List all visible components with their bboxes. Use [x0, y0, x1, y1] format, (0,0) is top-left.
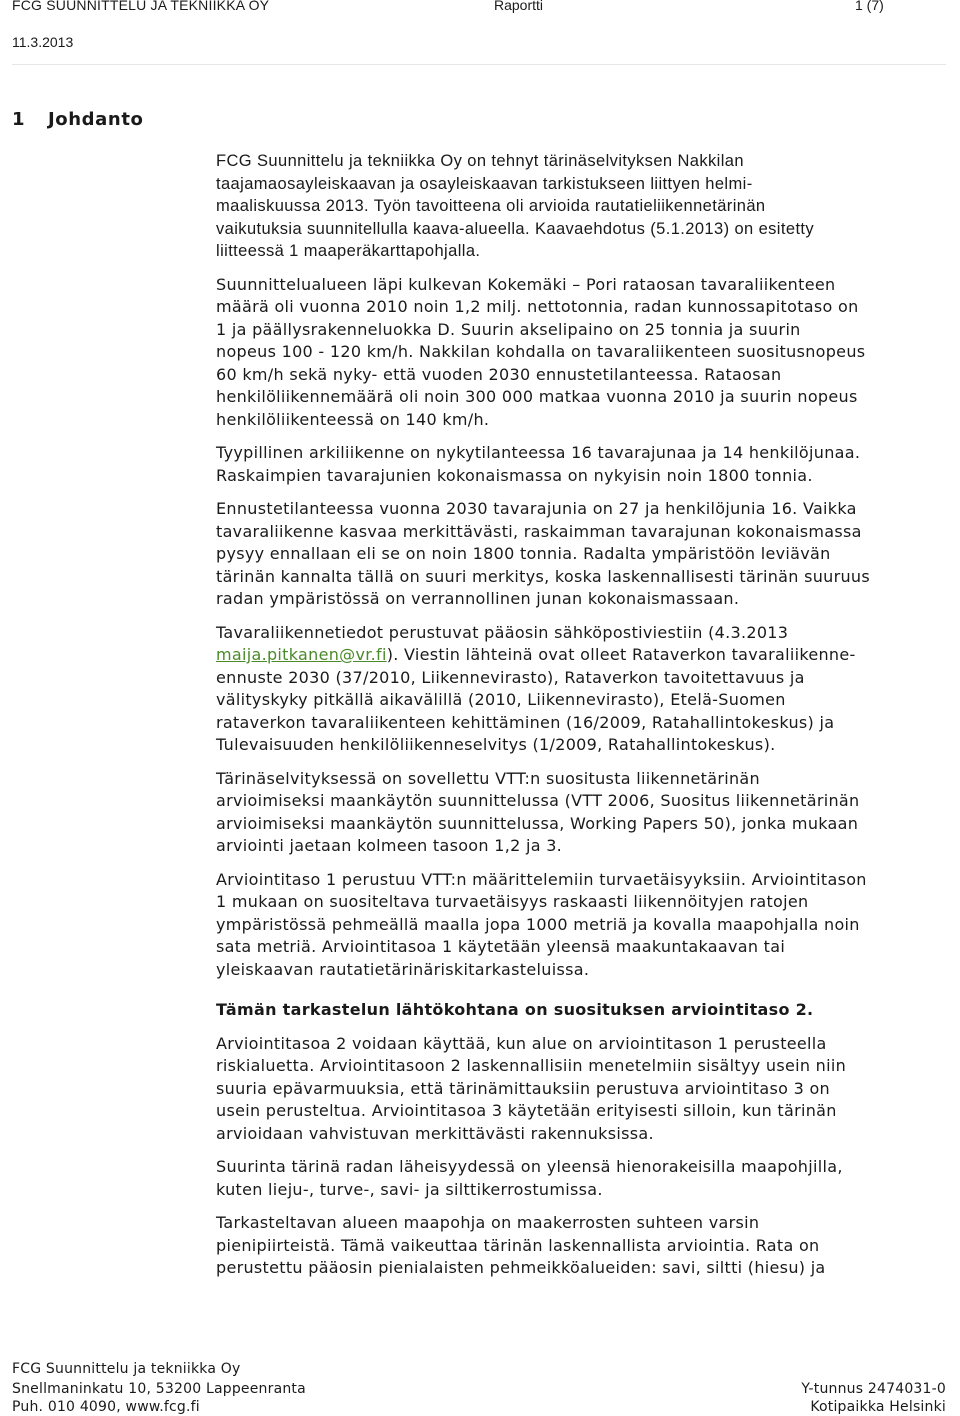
- text-line: ennuste 2030 (37/2010, Liikennevirasto), Rataverkon tavoitettavuus ja: [216, 667, 805, 687]
- text-line: radan ympäristössä on verrannollinen junan kokonaismassaan.: [216, 589, 740, 608]
- text-line: arvioidaan vahvistuvan merkittävästi rakennuksissa.: [216, 1123, 654, 1143]
- header-page-number: 1 (7): [855, 0, 884, 13]
- text-line: tärinän kannalta tällä on suuri merkitys, koska laskennallisesti tärinän suuruus: [216, 566, 870, 586]
- header-doc-type: Raportti: [494, 0, 544, 13]
- section-number: 1: [12, 109, 26, 130]
- paragraph-level-2: [216, 1033, 956, 1146]
- text-line: usein perusteltua. Arviointitasoa 3 käytetään erityisesti silloin, kun tärinän: [216, 1101, 837, 1120]
- text-line: riskialuetta. Arviointitasoon 2 laskennallisiin menetelmiin sisältyy usein niin: [216, 1056, 847, 1075]
- text-line: arvioimiseksi maankäytön suunnittelussa, Working Papers 50), jonka mukaan: [216, 813, 859, 833]
- footer-address: Snellmaninkatu 10, 53200 Lappeenranta: [12, 1381, 306, 1397]
- paragraph-ground: [216, 1212, 956, 1280]
- paragraph-intro: [216, 150, 956, 263]
- header-divider: [12, 64, 946, 65]
- text-line: vaikutuksia suunnitellulla kaava-alueella. Kaavaehdotus (5.1.2013) on esitetty: [216, 219, 815, 238]
- email-link[interactable]: maija.pitkanen@vr.fi: [216, 645, 387, 664]
- text-line: Tämän tarkastelun lähtökohtana on suosituksen arviointitaso 2.: [216, 1000, 814, 1019]
- text-line: 1 ja päällysrakenneluokka D. Suurin akselipaino on 25 tonnia ja suurin: [216, 319, 801, 339]
- text-line: 60 km/h sekä nyky- että vuoden 2030 ennustetilanteessa. Rataosan: [216, 364, 782, 384]
- text-line: perustettu pääosin pienialaisten pehmeikköalueiden: savi, siltti (hiesu) ja: [216, 1258, 826, 1277]
- text-line: arviointi jaetaan kolmeen tasoon 1,2 ja 3.: [216, 836, 563, 855]
- text-line: pysyy ennallaan eli se on noin 1800 tonnia. Radalta ympäristöön leviävän: [216, 544, 831, 563]
- text-line: pienipiirteistä. Tämä vaikeuttaa tärinän laskennallista arviointia. Rata on: [216, 1235, 820, 1255]
- text-line: tavaraliikenne kasvaa merkittävästi, raskaimman tavarajunan kokonaismassa: [216, 521, 862, 541]
- text-fragment: ). Viestin lähteinä ovat olleet Rataverkon tavaraliikenne-: [386, 645, 856, 664]
- text-line: suuria epävarmuuksia, että tärinämittauksiin perustuva arviointitaso 3 on: [216, 1078, 830, 1098]
- header-company: FCG SUUNNITTELU JA TEKNIIKKA OY: [12, 0, 270, 13]
- page-header: [0, 0, 960, 60]
- paragraph-freight: [216, 274, 956, 432]
- text-line: 1 mukaan on suositeltava turvaetäisyys raskaasti liikennöityjen ratojen: [216, 892, 809, 911]
- text-line: rataverkon tavaraliikenteen kehittäminen (16/2009, Ratahallintokeskus) ja: [216, 712, 835, 732]
- text-line: taajamaosayleiskaavan ja osayleiskaavan tarkistukseen liittyen helmi-: [216, 174, 753, 193]
- text-line: määrä oli vuonna 2010 noin 1,2 milj. nettotonnia, radan kunnossapitotaso on: [216, 297, 859, 316]
- text-line: ympäristössä pehmeällä maalla jopa 1000 metriä ja kovalla maapohjalla noin: [216, 914, 860, 934]
- document-body: [216, 150, 956, 1280]
- paragraph-bold-statement: [216, 999, 956, 1022]
- paragraph-typical-traffic: [216, 442, 956, 487]
- text-line: nopeus 100 - 120 km/h. Nakkilan kohdalla on tavaraliikenteen suositusnopeus: [216, 342, 866, 361]
- text-line: sata metriä. Arviointitasoa 1 käytetään yleensä maakuntakaavan tai: [216, 937, 786, 956]
- text-line: Raskaimpien tavarajunien kokonaismassa on nykyisin noin 1800 tonnia.: [216, 465, 813, 485]
- text-line: Tavaraliikennetiedot perustuvat pääosin sähköpostiviestiin (4.3.2013: [216, 622, 789, 642]
- paragraph-sources: [216, 622, 956, 757]
- text-line: [216, 644, 956, 667]
- paragraph-soil: [216, 1156, 956, 1201]
- paragraph-level-1: [216, 869, 956, 982]
- header-date: 11.3.2013: [12, 34, 74, 50]
- text-line: välityskyky pitkällä aikavälillä (2010, Liikennevirasto), Etelä-Suomen: [216, 690, 786, 709]
- footer-domicile: Kotipaikka Helsinki: [810, 1399, 946, 1415]
- text-line: Tulevaisuuden henkilöliikenneselvitys (1/2009, Ratahallintokeskus).: [216, 735, 776, 754]
- text-line: Arviointitaso 1 perustuu VTT:n määrittelemiin turvaetäisyyksiin. Arviointitason: [216, 869, 867, 889]
- text-line: henkilöliikenteessä on 140 km/h.: [216, 409, 490, 429]
- section-heading: [12, 109, 144, 130]
- text-line: Suunnittelualueen läpi kulkevan Kokemäki – Pori rataosan tavaraliikenteen: [216, 274, 836, 294]
- text-line: Suurinta tärinä radan läheisyydessä on yleensä hienorakeisilla maapohjilla,: [216, 1157, 843, 1176]
- text-line: arvioimiseksi maankäytön suunnittelussa (VTT 2006, Suositus liikennetärinän: [216, 791, 860, 810]
- paragraph-method: [216, 768, 956, 858]
- text-line: henkilöliikennemäärä oli noin 300 000 matkaa vuonna 2010 ja suurin nopeus: [216, 387, 858, 406]
- text-line: FCG Suunnittelu ja tekniikka Oy on tehnyt tärinäselvityksen Nakkilan: [216, 152, 744, 170]
- footer-contact: Puh. 010 4090, www.fcg.fi: [12, 1399, 200, 1415]
- text-line: Tyypillinen arkiliikenne on nykytilanteessa 16 tavarajunaa ja 14 henkilöjunaa.: [216, 443, 861, 462]
- section-title: Johdanto: [48, 109, 144, 130]
- text-line: yleiskaavan rautatietärinäriskitarkasteluissa.: [216, 959, 590, 979]
- footer-company: FCG Suunnittelu ja tekniikka Oy: [12, 1361, 241, 1377]
- text-line: Arviointitasoa 2 voidaan käyttää, kun alue on arviointitason 1 perusteella: [216, 1033, 827, 1053]
- text-line: Ennustetilanteessa vuonna 2030 tavarajunia on 27 ja henkilöjunia 16. Vaikka: [216, 499, 857, 518]
- paragraph-forecast: [216, 498, 956, 611]
- text-line: kuten lieju-, turve-, savi- ja silttikerrostumissa.: [216, 1179, 603, 1199]
- text-line: Tärinäselvityksessä on sovellettu VTT:n suositusta liikennetärinän: [216, 768, 760, 788]
- footer-business-id: Y-tunnus 2474031-0: [801, 1381, 946, 1397]
- text-line: liitteessä 1 maaperäkarttapohjalla.: [216, 242, 481, 260]
- text-line: maaliskuussa 2013. Työn tavoitteena oli arvioida rautatieliikennetärinän: [216, 197, 766, 215]
- text-line: Tarkasteltavan alueen maapohja on maakerrosten suhteen varsin: [216, 1213, 760, 1232]
